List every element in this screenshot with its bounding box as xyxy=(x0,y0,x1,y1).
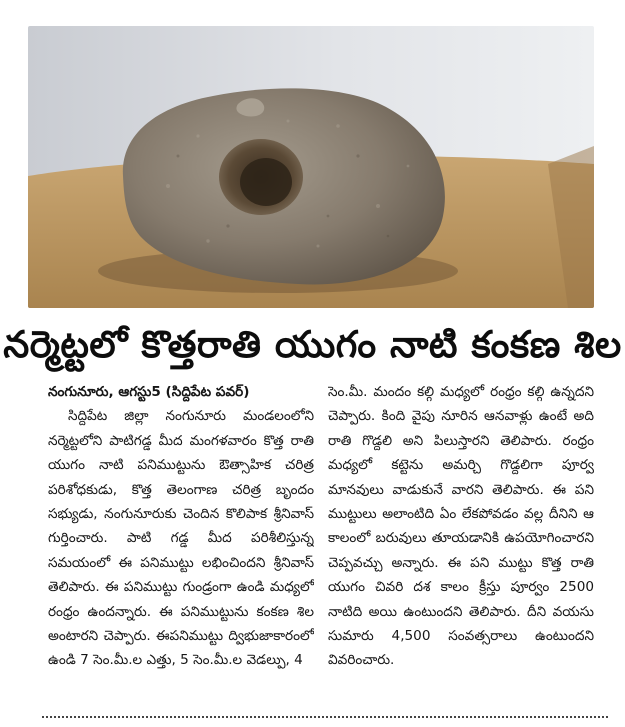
article-headline: నర్మెట్టలో కొత్తరాతి యుగం నాటి కంకణ శిల xyxy=(3,323,622,366)
article-column-left xyxy=(48,380,314,696)
article-body xyxy=(48,380,608,696)
article-photo xyxy=(28,26,594,308)
article-text-left: సిద్దిపేట జిల్లా నంగునూరు మండలంలోని నర్మెట్టలోని పాటిగడ్డ మీద మంగళవారం కొత్త రాతి యుగం నాటి పనిముట్టును ఔత్సాహిక చరిత్ర పరిశోధకుడు, కొత్త తెలంగాణ చరిత్ర బృందం సభ్యుడు, నంగునూరుకు చెందిన కొలిపాక శ్రీనివాస్ గుర్తించారు. పాటి గడ్డ మీద పరిశీలిస్తున్న సమయంలో ఈ పనిముట్టు లభించిందని శ్రీనివాస్ తెలిపారు. ఈ పనిముట్టు గుండ్రంగా ఉండి మధ్యలో రంధ్రం ఉందన్నారు. ఈ పనిముట్టును కంకణ శిల అంటారని చెప్పారు. ఈపనిముట్టు ద్విభుజాకారంలో ఉండి 7 సెం.మీ.ల ఎత్తు, 5 సెం.మీ.ల వెడల్పు, 4 xyxy=(48,408,314,669)
ring-stone-icon xyxy=(28,26,594,308)
article-column-right xyxy=(328,380,594,696)
article-dateline: నంగునూరు, ఆగస్టు5 (సిద్దిపేట పవర్) xyxy=(48,384,250,400)
dotted-divider xyxy=(42,716,608,718)
article-text-right: సెం.మీ. మందం కల్గి మధ్యలో రంధ్రం కల్గి ఉన్నదని చెప్పారు. కింది వైపు నూరిన ఆనవాళ్లు ఉంటే అది రాతి గొడ్దలి అని పిలుస్తారని తెలిపారు. రంధ్రం మధ్యలో కట్టెను అమర్చి గొడ్దలిగా పూర్వ మానవులు వాడుకునే వారని తెలిపారు. ఈ పని ముట్టులు అలాంటిది ఏం లేకపోవడం వల్ల దీనిని ఆ కాలంలో బరువులు తూయడానికి ఉపయోగించారని చెప్పవచ్చు అన్నారు. ఈ పని ముట్టు కొత్త రాతి యుగం చివరి దశ కాలం క్రీస్తు పూర్వం 2500 నాటిది అయి ఉంటుందని తెలిపారు. దీని వయసు సుమారు 4,500 సంవత్సరాలు ఉంటుందని వివరించారు. xyxy=(328,384,594,669)
